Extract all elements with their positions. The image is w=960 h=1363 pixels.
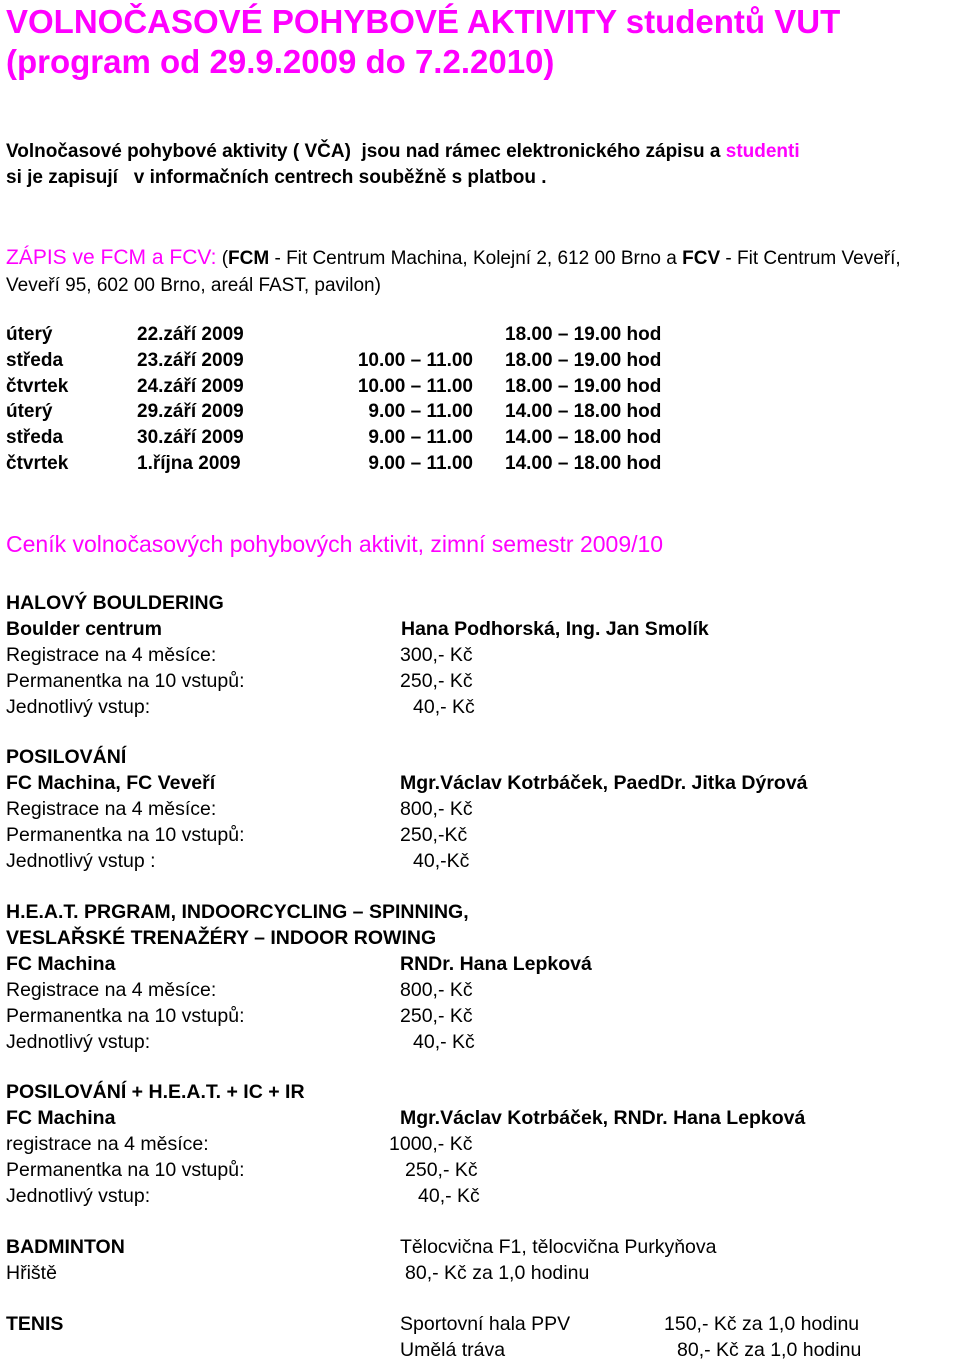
posilovani-heading: POSILOVÁNÍ [6, 746, 127, 768]
schedule-morning: 10.00 – 11.00 [357, 349, 473, 371]
schedule-day: úterý [6, 324, 53, 345]
combo-reg-price: 1000,- Kč [389, 1133, 473, 1155]
title-line-1: VOLNOČASOVÉ POHYBOVÉ AKTIVITY studentů VUT [6, 3, 841, 40]
combo-heading: POSILOVÁNÍ + H.E.A.T. + IC + IR [6, 1081, 305, 1103]
schedule-afternoon: 14.00 – 18.00 hod [505, 452, 662, 474]
bouldering-single-price: 40,- Kč [413, 696, 475, 718]
heat-single-label: Jednotlivý vstup: [6, 1031, 151, 1053]
bouldering-perm-label: Permanentka na 10 vstupů: [6, 670, 245, 692]
tenis-heading: TENIS [6, 1313, 64, 1335]
schedule-row [6, 350, 806, 376]
schedule-afternoon: 14.00 – 18.00 hod [505, 401, 662, 423]
schedule-afternoon: 18.00 – 19.00 hod [505, 349, 662, 371]
heat-reg-price: 800,- Kč [400, 979, 473, 1001]
intro-text-2: si je zapisují v informačních centrech souběžně s platbou . [6, 167, 547, 188]
schedule-morning: 9.00 – 11.00 [368, 401, 473, 423]
tenis-price-1: 150,- Kč za 1,0 hodinu [664, 1313, 860, 1335]
schedule-date: 30.září 2009 [137, 427, 244, 449]
bouldering-perm-price: 250,- Kč [400, 670, 473, 692]
fcm-text: - Fit Centrum Machina, Kolejní 2, 612 00 Brno a [269, 248, 683, 269]
heat-perm-label: Permanentka na 10 vstupů: [6, 1005, 245, 1027]
posilovani-single-label: Jednotlivý vstup : [6, 850, 156, 872]
heat-reg-label: Registrace na 4 měsíce: [6, 979, 217, 1001]
schedule-date: 24.září 2009 [137, 375, 244, 397]
badminton-price: 80,- Kč za 1,0 hodinu [405, 1262, 590, 1284]
heat-contact: RNDr. Hana Lepková [400, 953, 592, 975]
combo-place: FC Machina [6, 1107, 116, 1129]
combo-contact: Mgr.Václav Kotrbáček, RNDr. Hana Lepková [400, 1107, 806, 1129]
heat-heading-2: VESLAŘSKÉ TRENAŽÉRY – INDOOR ROWING [6, 927, 437, 949]
page-title [6, 2, 956, 82]
heat-single-price: 40,- Kč [413, 1031, 475, 1053]
schedule-afternoon: 18.00 – 19.00 hod [505, 375, 662, 397]
fcv-abbr: FCV [682, 248, 721, 269]
heat-perm-price: 250,- Kč [400, 1005, 473, 1027]
registration-info [6, 244, 956, 299]
bouldering-reg-label: Registrace na 4 měsíce: [6, 644, 217, 666]
title-line-2: (program od 29.9.2009 do 7.2.2010) [6, 43, 555, 80]
combo-single-label: Jednotlivý vstup: [6, 1185, 151, 1207]
posilovani-reg-price: 800,- Kč [400, 798, 473, 820]
tenis-price-2: 80,- Kč za 1,0 hodinu [677, 1339, 862, 1361]
schedule-row [6, 427, 806, 453]
combo-perm-price: 250,- Kč [405, 1159, 478, 1181]
intro-text-1: Volnočasové pohybové aktivity ( VČA) jsou nad rámec elektronického zápisu a [6, 141, 726, 162]
schedule-morning: 10.00 – 11.00 [357, 375, 473, 397]
schedule-morning: 9.00 – 11.00 [368, 452, 473, 474]
combo-perm-label: Permanentka na 10 vstupů: [6, 1159, 245, 1181]
schedule-day: čtvrtek [6, 375, 69, 397]
schedule-table [6, 324, 806, 479]
bouldering-contact: Hana Podhorská, Ing. Jan Smolík [401, 618, 709, 640]
posilovani-contact: Mgr.Václav Kotrbáček, PaedDr. Jitka Dýrová [400, 772, 808, 794]
schedule-morning: 9.00 – 11.00 [368, 427, 473, 449]
schedule-day: středa [6, 427, 64, 449]
registration-paren: ( [216, 248, 229, 269]
badminton-label: Hřiště [6, 1262, 57, 1284]
tenis-venue-2: Umělá tráva [400, 1339, 506, 1361]
registration-heading: ZÁPIS ve FCM a FCV: [6, 246, 217, 269]
heat-place: FC Machina [6, 953, 116, 975]
schedule-row [6, 376, 806, 402]
posilovani-perm-price: 250,-Kč [400, 824, 468, 846]
posilovani-place: FC Machina, FC Veveří [6, 772, 216, 794]
badminton-venue: Tělocvična F1, tělocvična Purkyňova [400, 1236, 717, 1258]
intro-highlight: studenti [725, 141, 800, 162]
bouldering-heading: HALOVÝ BOULDERING [6, 592, 224, 614]
bouldering-single-label: Jednotlivý vstup: [6, 696, 151, 718]
fcv-text: - Fit Centrum Veveří, Veveří 95, 602 00 Brno, areál FAST, pavilon) [6, 248, 906, 296]
bouldering-place: Boulder centrum [6, 618, 163, 640]
posilovani-perm-label: Permanentka na 10 vstupů: [6, 824, 245, 846]
schedule-date: 1.října 2009 [137, 452, 241, 474]
schedule-row [6, 453, 806, 479]
schedule-row [6, 401, 806, 427]
schedule-afternoon: 18.00 – 19.00 hod [505, 324, 662, 345]
tenis-venue-1: Sportovní hala PPV [400, 1313, 571, 1335]
fcm-abbr: FCM [228, 248, 270, 269]
posilovani-single-price: 40,-Kč [413, 850, 470, 872]
schedule-date: 23.září 2009 [137, 349, 244, 371]
schedule-date: 29.září 2009 [137, 401, 244, 423]
schedule-day: středa [6, 349, 64, 371]
bouldering-reg-price: 300,- Kč [400, 644, 473, 666]
combo-reg-label: registrace na 4 měsíce: [6, 1133, 209, 1155]
schedule-date: 22.září 2009 [137, 324, 244, 345]
schedule-day: čtvrtek [6, 452, 69, 474]
schedule-afternoon: 14.00 – 18.00 hod [505, 427, 662, 449]
heat-heading-1: H.E.A.T. PRGRAM, INDOORCYCLING – SPINNING, [6, 901, 469, 923]
intro-paragraph [6, 139, 956, 191]
badminton-heading: BADMINTON [6, 1236, 125, 1258]
schedule-row [6, 324, 806, 350]
price-list-heading: Ceník volnočasových pohybových aktivit, zimní semestr 2009/10 [6, 531, 664, 557]
posilovani-reg-label: Registrace na 4 měsíce: [6, 798, 217, 820]
combo-single-price: 40,- Kč [418, 1185, 480, 1207]
schedule-day: úterý [6, 401, 53, 423]
